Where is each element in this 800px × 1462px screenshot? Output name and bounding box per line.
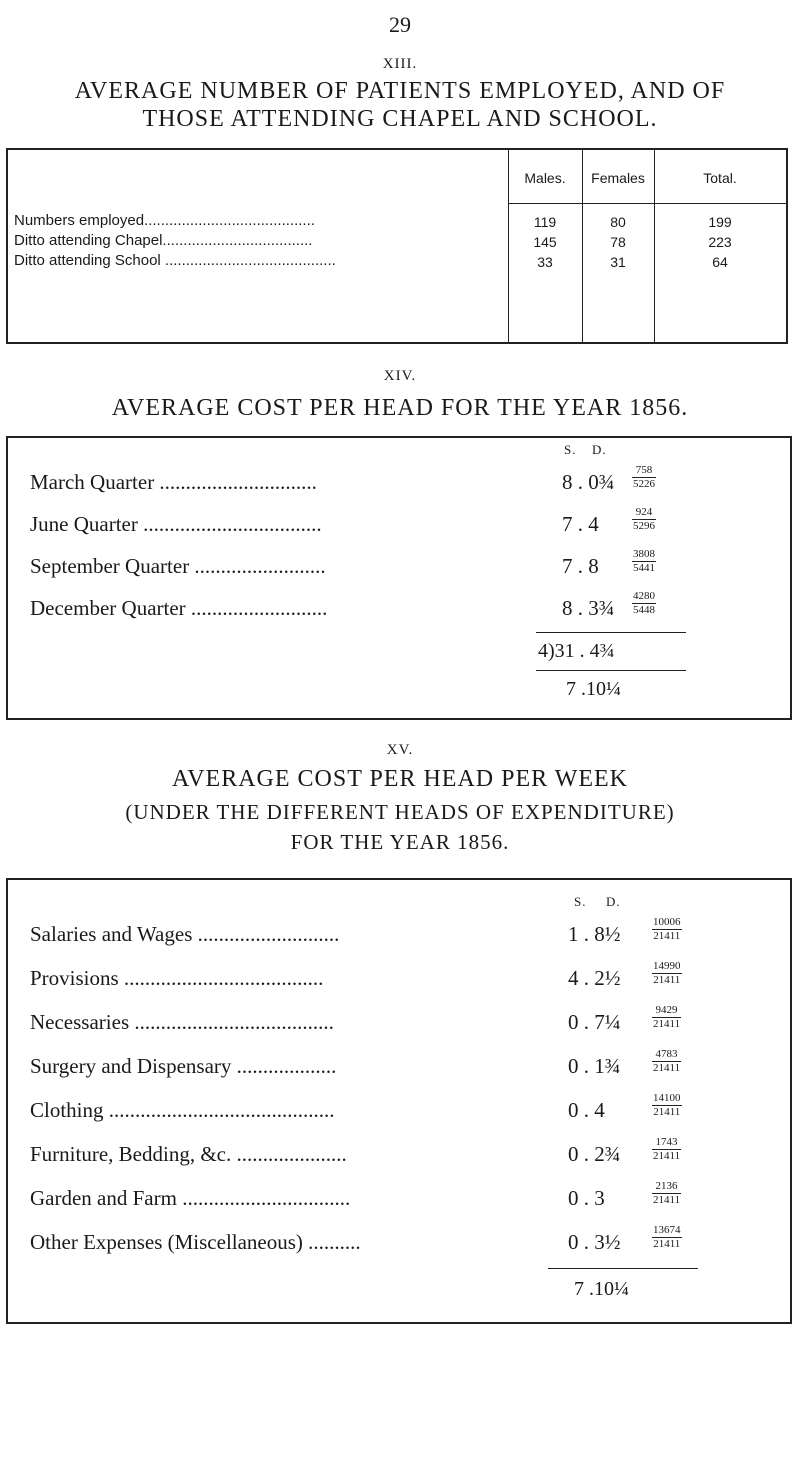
expense-label: Provisions ...................................... — [30, 966, 324, 990]
quarter-fraction: $\frac{924}{5296}$ — [633, 506, 655, 532]
expense-fraction: $\frac{9429}{21411}$ — [653, 1004, 681, 1030]
expense-value: 0 . 4 — [568, 1098, 605, 1122]
table-13-row-label: Ditto attending Chapel.................................... — [14, 232, 313, 249]
expense-fraction: $\frac{4783}{21411}$ — [653, 1048, 681, 1074]
expense-label: Clothing ........................................... — [30, 1098, 335, 1122]
quarter-label: June Quarter .................................. — [30, 512, 322, 536]
table-13-header-males: Males. — [524, 170, 566, 186]
quarter-label: September Quarter ......................... — [30, 554, 326, 578]
table-13-cell: 119 — [533, 214, 557, 230]
section-13-number: XIII. — [382, 56, 418, 72]
shillings-header: S. — [574, 894, 587, 909]
table-13-cell: 33 — [537, 254, 553, 270]
pence-header: D. — [592, 442, 607, 457]
expense-value: 4 . 2½ — [568, 966, 621, 990]
expense-fraction: $\frac{13674}{21411}$ — [653, 1224, 681, 1250]
expense-fraction: $\frac{2136}{21411}$ — [653, 1180, 681, 1206]
expense-value: 1 . 8½ — [568, 922, 621, 946]
pence-header: D. — [606, 894, 621, 909]
annual-average-result: 7 .10¼ — [566, 678, 621, 700]
section-15-subtitle: (UNDER THE DIFFERENT HEADS OF EXPENDITURE) — [125, 800, 675, 824]
expense-value: 0 . 2¾ — [568, 1142, 621, 1166]
page-number: 29 — [389, 12, 411, 37]
section-14-number: XIV. — [383, 368, 417, 384]
table-13-cell: 223 — [708, 234, 732, 250]
quarter-value: 7 . 4 — [562, 512, 599, 536]
expense-fraction: $\frac{14100}{21411}$ — [653, 1092, 681, 1118]
section-13-title-line2: THOSE ATTENDING CHAPEL AND SCHOOL. — [142, 106, 658, 132]
expense-value: 0 . 3½ — [568, 1230, 621, 1254]
table-13-cell: 199 — [708, 214, 732, 230]
quarter-fraction: $\frac{4280}{5448}$ — [633, 590, 655, 616]
expense-label: Other Expenses (Miscellaneous) .......... — [30, 1230, 361, 1254]
quarter-fraction: $\frac{758}{5226}$ — [633, 464, 655, 490]
quarter-value: 8 . 3¾ — [562, 596, 615, 620]
quarter-sum-division: 4)31 . 4¾ — [538, 640, 615, 662]
table-13-cell: 80 — [610, 214, 626, 230]
expense-fraction: $\frac{1743}{21411}$ — [653, 1136, 681, 1162]
expense-value: 0 . 3 — [568, 1186, 605, 1210]
section-13-title-line1: AVERAGE NUMBER OF PATIENTS EMPLOYED, AND OF — [74, 78, 726, 104]
expense-value: 0 . 1¾ — [568, 1054, 621, 1078]
quarter-label: March Quarter .............................. — [30, 470, 317, 494]
table-13-cell: 64 — [712, 254, 728, 270]
table-13-cell: 78 — [610, 234, 626, 250]
table-13-header-females: Females — [591, 170, 645, 186]
expense-fraction: $\frac{10006}{21411}$ — [653, 916, 681, 942]
table-13-row-label: Numbers employed......................................... — [14, 212, 315, 229]
section-15-title: AVERAGE COST PER HEAD PER WEEK — [171, 766, 629, 792]
table-13-cell: 145 — [533, 234, 557, 250]
weekly-average-result: 7 .10¼ — [574, 1278, 629, 1300]
quarter-value: 8 . 0¾ — [562, 470, 615, 494]
expense-label: Furniture, Bedding, &c. ..................... — [30, 1142, 347, 1166]
quarter-label: December Quarter .......................... — [30, 596, 328, 620]
table-13-cell: 31 — [610, 254, 626, 270]
expense-label: Salaries and Wages ........................... — [30, 922, 340, 946]
shillings-header: S. — [564, 442, 577, 457]
table-13-header-total: Total. — [703, 170, 737, 186]
expense-fraction: $\frac{14990}{21411}$ — [653, 960, 681, 986]
quarter-value: 7 . 8 — [562, 554, 599, 578]
expense-label: Surgery and Dispensary ................... — [30, 1054, 337, 1078]
table-13-row-label: Ditto attending School ......................................... — [14, 252, 336, 269]
expense-label: Garden and Farm ................................ — [30, 1186, 351, 1210]
quarter-fraction: $\frac{3808}{5441}$ — [633, 548, 655, 574]
expense-label: Necessaries ...................................... — [30, 1010, 334, 1034]
section-15-subtitle2: FOR THE YEAR 1856. — [290, 830, 510, 854]
expense-value: 0 . 7¼ — [568, 1010, 621, 1034]
section-14-title: AVERAGE COST PER HEAD FOR THE YEAR 1856. — [111, 395, 689, 421]
section-15-number: XV. — [386, 742, 414, 758]
